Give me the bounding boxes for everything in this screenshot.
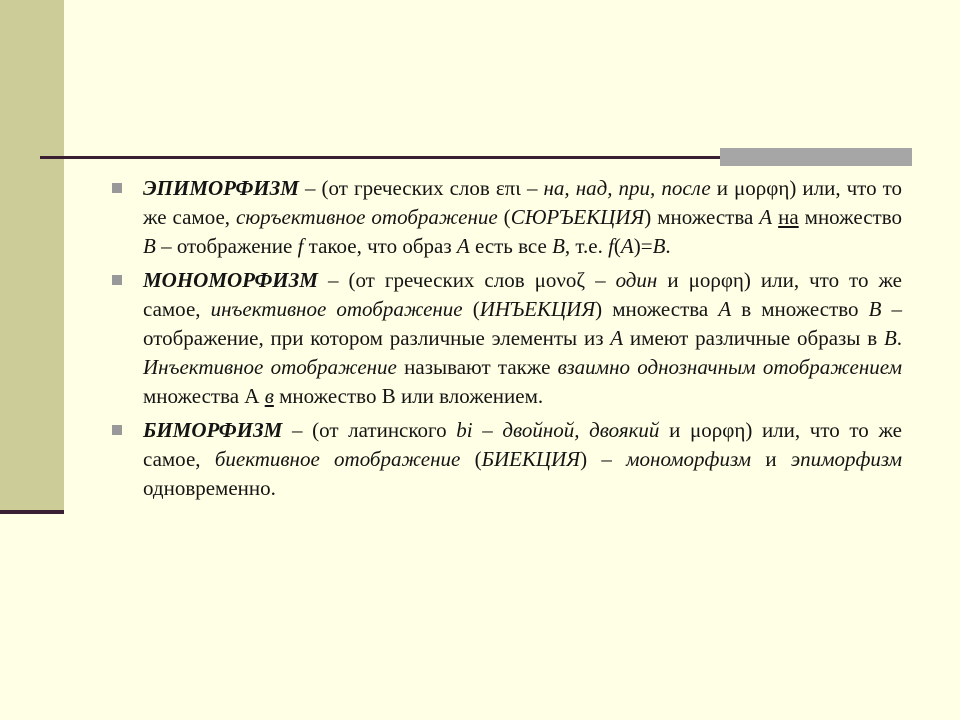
underlined-word: в	[264, 384, 274, 409]
set-symbol: В	[143, 234, 156, 259]
term-synonym: Инъективное отображение	[143, 355, 397, 380]
text-segment: ) или, что то же самое,	[143, 267, 903, 321]
greek-word: μονοζ	[534, 267, 586, 292]
text-segment: в множество	[731, 296, 869, 321]
term-abbrev: ИНЪЕКЦИЯ	[479, 296, 596, 321]
list-item-bimorphism	[112, 416, 902, 504]
text-segment: множества А	[143, 384, 265, 409]
term-synonym: инъективное отображение	[210, 296, 463, 321]
text-segment: ) или, что то же самое,	[143, 417, 902, 471]
list-item-epimorphism	[112, 174, 902, 262]
text-segment: одновременно.	[143, 476, 276, 501]
text-segment: , т.е.	[564, 234, 609, 259]
text-segment: и	[657, 267, 689, 292]
bullet-list	[112, 174, 902, 507]
set-symbol: А	[610, 326, 624, 351]
list-item-monomorphism	[112, 266, 902, 412]
text-segment: – (от латинского	[282, 417, 457, 442]
term-synonym: биективное отображение	[214, 446, 461, 471]
set-symbol: А	[718, 296, 732, 321]
text-segment: (	[462, 296, 480, 321]
set-symbol: А	[456, 234, 470, 259]
gloss: на, над, при, после	[543, 176, 711, 200]
square-bullet-icon	[112, 183, 122, 193]
term-bimorphism: БИМОРФИЗМ	[143, 417, 283, 442]
greek-word: επι	[495, 176, 521, 200]
gloss: двойной, двоякий	[502, 417, 660, 442]
function-symbol: f	[608, 234, 614, 259]
greek-word: μορφη	[734, 176, 790, 200]
text-segment: и	[751, 446, 791, 471]
text-segment: есть все	[469, 234, 553, 259]
set-symbol: В	[883, 326, 897, 351]
function-symbol: f	[297, 234, 304, 259]
greek-word: μορφη	[688, 267, 744, 292]
set-symbol: В	[868, 296, 882, 321]
text-segment: и	[710, 176, 734, 200]
text-segment: –	[472, 417, 503, 442]
text-segment: (	[613, 234, 621, 259]
term-synonym: сюръективное отображение	[236, 205, 498, 230]
text-segment: называют также	[396, 355, 558, 380]
term-abbrev: СЮРЪЕКЦИЯ	[510, 205, 645, 230]
text-segment: (	[497, 205, 511, 230]
text-segment: множество В или вложением.	[273, 384, 544, 409]
term-monomorphism: МОНОМОРФИЗМ	[143, 267, 318, 292]
accent-block	[720, 148, 912, 166]
term-synonym: взаимно однозначным отображением	[557, 355, 902, 380]
text-segment: .	[665, 234, 671, 259]
set-symbol: А	[620, 234, 634, 259]
text-segment: множество	[798, 205, 903, 230]
underlined-word: на	[778, 205, 799, 230]
gloss: один	[615, 267, 658, 292]
set-symbol: В	[552, 234, 565, 259]
square-bullet-icon	[112, 275, 122, 285]
text-segment: ) или, что то же самое,	[143, 176, 903, 230]
text-segment: ) –	[580, 446, 627, 471]
text-segment: и	[659, 417, 690, 442]
set-symbol: А	[759, 205, 773, 230]
text-segment: такое, что образ	[303, 234, 457, 259]
term-reference: мономорфизм	[626, 446, 752, 471]
left-decor-rule	[0, 510, 64, 514]
text-segment: – (от греческих слов	[298, 176, 496, 200]
text-segment: – (от греческих слов	[317, 267, 535, 292]
text-segment: .	[896, 326, 903, 351]
text-segment: имеют различные образы в	[623, 326, 884, 351]
text-segment: – отображение, при котором различные элементы из	[143, 296, 903, 351]
text-segment: ) множества	[595, 296, 719, 321]
latin-word: bi	[456, 417, 473, 442]
text-segment: ) множества	[644, 205, 760, 230]
text-segment: – отображение	[155, 234, 298, 259]
left-decor-bar	[0, 0, 64, 512]
text-segment: )=	[633, 234, 653, 259]
text-segment: (	[460, 446, 482, 471]
term-abbrev: БИЕКЦИЯ	[481, 446, 581, 471]
greek-word: μορφη	[689, 417, 746, 442]
term-reference: эпиморфизм	[790, 446, 902, 471]
term-epimorphism: ЭПИМОРФИЗМ	[143, 176, 299, 200]
text-segment: –	[520, 176, 544, 200]
set-symbol: В	[652, 234, 666, 259]
square-bullet-icon	[112, 425, 122, 435]
text-segment: –	[585, 267, 616, 292]
